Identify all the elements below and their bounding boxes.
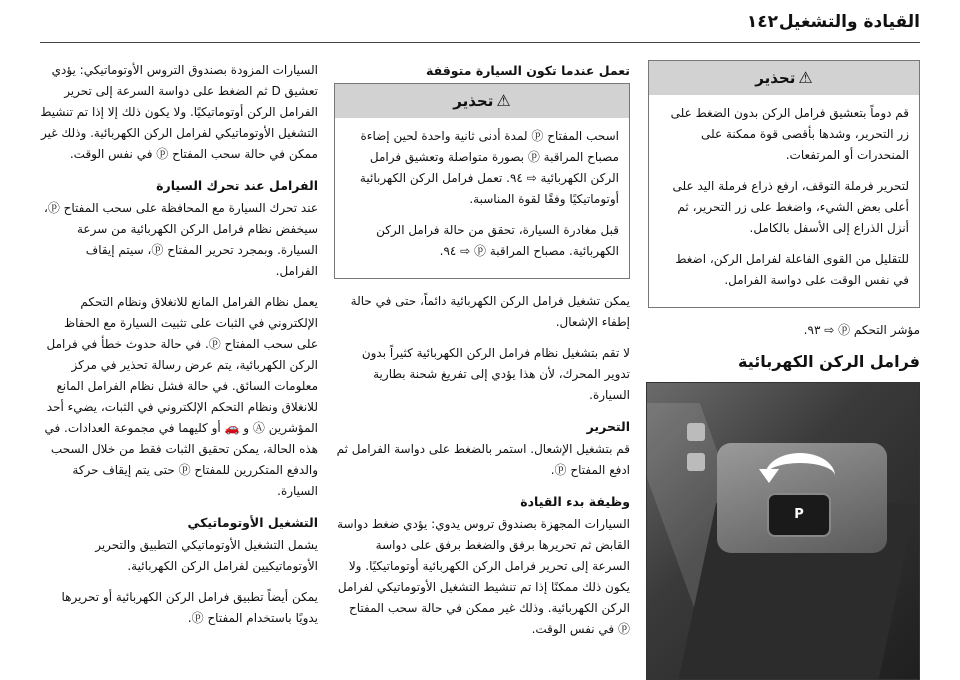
body-paragraph: يمكن تشغيل فرامل الركن الكهربائية دائماً، حتى في حالة إطفاء الإشعال.: [350, 294, 630, 329]
right-column: [648, 60, 920, 680]
warning-heading: تحذير: [453, 92, 494, 110]
body-paragraph: يعمل نظام الفرامل المانع للانغلاق ونظام التحكم الإلكتروني في الثبات على تثبيت السيارة مع الحفاظ على سحب المفتاح ⓟ. في حالة حدوث خطأ في فرامل الركن الكهربائية، يتم عرض رسالة تحذير في مركز معلومات السائق. في حالة فشل نظام الفرامل المانع للانغلاق ونظام التحكم الإلكتروني في الثبات، يضيء أحد المؤشرين Ⓐ و 🚗 أو كليهما في مجموعة العدادات. في هذه الحالة، يمكن تحقيق الثبات فقط من خلال السحب والدفع المتكررين للمفتاح ⓟ حتى يتم إيقاف حركة السيارة.: [44, 295, 318, 498]
warning-body: [335, 118, 629, 278]
warning-header: [649, 61, 919, 95]
page-header: [40, 10, 920, 40]
page-number: ١٤٢: [746, 12, 778, 32]
warning-body: [649, 95, 919, 307]
release-heading: التحرير: [586, 419, 630, 434]
intro-paragraph: السيارات المزودة بصندوق التروس الأوتوماتيكي: يؤدي تعشيق D ثم الضغط على دواسة السرعة إلى تحرير الفرامل الركن أوتوماتيكيًا. ولا يكون ذلك إلا إذا تم تنشيط التشغيل الأوتوماتيكي لفرامل الركن الكهربائية. وذلك غير ممكن في حالة سحب المفتاح ⓟ في نفس الوقت.: [40, 63, 318, 161]
warning-header: [335, 84, 629, 118]
auto-heading: التشغيل الأوتوماتيكي: [187, 515, 318, 530]
middle-column: [334, 60, 630, 650]
section-title: فرامل الركن الكهربائية: [738, 352, 920, 371]
release-text: قم بتشغيل الإشعال. استمر بالضغط على دواسة الفرامل ثم ادفع المفتاح ⓟ.: [336, 442, 630, 477]
body-paragraph: لا تقم بتشغيل نظام فرامل الركن الكهربائية كثيراً بدون تدوير المحرك، لأن هذا يؤدي إلى تفريغ شحنة بطارية السيارة.: [361, 346, 630, 402]
indicator-reference: مؤشر التحكم ⓟ ⇨ ٩٣.: [803, 323, 920, 337]
warning-paragraph: قم دوماً بتعشيق فرامل الركن بدون الضغط على زر التحرير، وشدها بأقصى قوة ممكنة على المنحدرات أو المرتفعات.: [670, 106, 909, 162]
parking-brake-switch-icon: P: [767, 493, 831, 537]
drive-away-heading: وظيفة بدء القيادة: [520, 494, 630, 509]
arrowhead-icon: [759, 469, 779, 483]
warning-paragraph: اسحب المفتاح ⓟ لمدة أدنى ثانية واحدة لحين إضاءة مصباح المراقبة ⓟ بصورة متواصلة وتعشيق فرامل الركن الكهربائية ⇨ ٩٤. تعمل فرامل الركن الكهربائية أوتوماتيكيًا وفقًا لقوة المناسبة.: [359, 129, 619, 206]
warning-heading: تحذير: [755, 69, 796, 87]
body-paragraph: عند تحرك السيارة مع المحافظة على سحب المفتاح ⓟ، سيخفض نظام فرامل الركن الكهربائية من سرعة السيارة. وبمجرد تحرير المفتاح ⓟ، سيتم إيقاف الفرامل.: [43, 201, 318, 278]
photo-button: [687, 453, 705, 471]
page-title: القيادة والتشغيل: [778, 12, 920, 32]
warning-box-middle: [334, 83, 630, 279]
warning-triangle-icon: ⚠: [496, 91, 511, 110]
parking-brake-photo: [646, 382, 920, 680]
warning-box-right: [648, 60, 920, 308]
drive-away-text: السيارات المجهزة بصندوق تروس يدوي: يؤدي ضغط دواسة القابض ثم تحريرها برفق والضغط برفق على دواسة السرعة إلى تحرير فرامل الركن الكهربائية أوتوماتيكيًا. ولا يكون ذلك ممكنًا إذا تم تنشيط التشغيل الأوتوماتيكي لفرامل الركن الكهربائية. وذلك غير ممكن في حالة سحب المفتاح ⓟ في نفس الوقت.: [337, 517, 630, 636]
warning-triangle-icon: ⚠: [798, 68, 813, 87]
header-rule: [40, 42, 920, 43]
moving-heading: الفرامل عند تحرك السيارة: [156, 178, 318, 193]
body-paragraph: يشمل التشغيل الأوتوماتيكي التطبيق والتحرير الأوتوماتيكيين لفرامل الركن الكهربائية.: [95, 538, 318, 573]
warning-paragraph: قبل مغادرة السيارة، تحقق من حالة فرامل الركن الكهربائية. مصباح المراقبة ⓟ ⇨ ٩٤.: [376, 223, 619, 258]
warning-paragraph: لتحرير فرملة التوقف، ارفع ذراع فرملة اليد على أعلى بعض الشيء، واضغط على زر التحرير، ثم أنزل الذراع إلى الأسفل بالكامل.: [672, 179, 909, 235]
warning-paragraph: للتقليل من القوى الفاعلة لفرامل الركن، اضغط في نفس الوقت على دواسة الفرامل.: [675, 252, 909, 287]
body-paragraph: يمكن أيضاً تطبيق فرامل الركن الكهربائية أو تحريرها يدويًا باستخدام المفتاح ⓟ.: [61, 590, 318, 625]
left-column: [40, 60, 318, 639]
photo-button: [687, 423, 705, 441]
middle-heading: تعمل عندما تكون السيارة متوقفة: [426, 63, 630, 78]
